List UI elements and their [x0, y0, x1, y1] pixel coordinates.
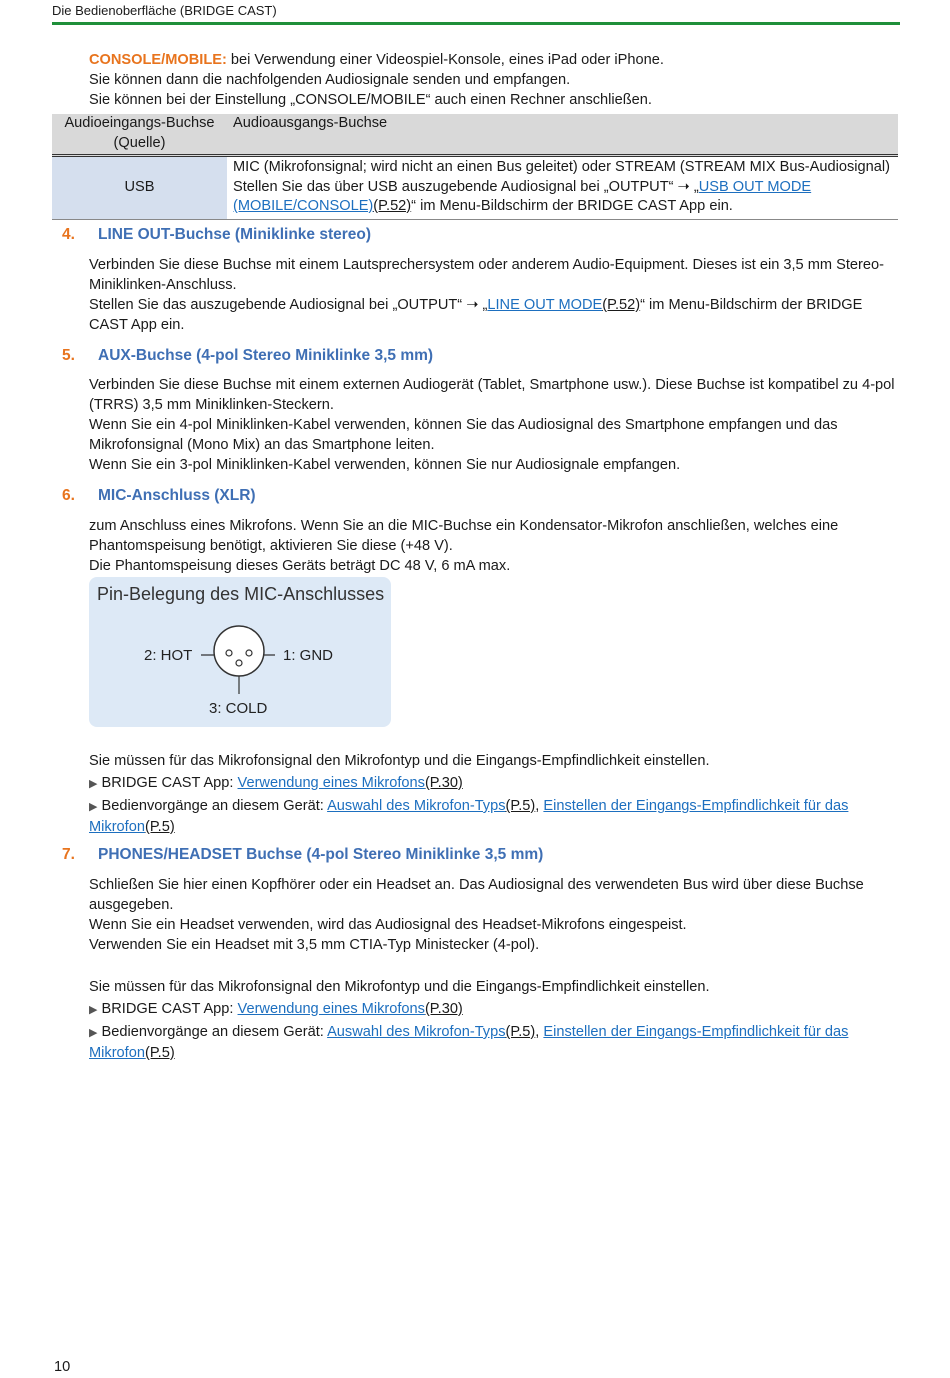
section-6-notes: Sie müssen für das Mikrofonsignal den Mikrofontyp und die Eingangs-Empfindlichkeit einstellen. ▶ BRIDGE CAST App: Verwendung eines Mikrofons(P.30) ▶ Bedienvorgänge an diesem Gerät: Auswahl des Mikrofon-Typs(P.5), Einstellen der Eingangs-Empfindlichkeit für das Mikrofon(P.5) — [89, 753, 849, 835]
page-ref[interactable]: (P.5) — [144, 1045, 175, 1061]
page-ref[interactable]: (P.30) — [424, 1001, 463, 1017]
header-title: Die Bedienoberfläche (BRIDGE CAST) — [52, 3, 277, 18]
section-5-heading: 5. AUX-Buchse (4-pol Stereo Miniklinke 3,5 mm) — [62, 347, 434, 364]
triangle-right-icon: ▶ — [89, 1004, 98, 1016]
page-ref[interactable]: (P.52) — [373, 198, 412, 214]
section-7-body: Schließen Sie hier einen Kopfhörer oder ein Headset an. Das Audiosignal des verwendeten Bus wird über diese Buchse ausgegeben. Wenn Sie ein Headset verwenden, wird das Audiosignal des Headset-Mikrofons eingespeist. Verwenden Sie ein Headset mit 3,5 mm CTIA-Typ Ministecker (4-pol). Sie müssen für das Mikrofonsignal den Mikrofontyp und die Eingangs-Empfindlichkeit einstellen. ▶ BRIDGE CAST App: Verwendung eines Mikrofons(P.30) ▶ Bedienvorgänge an diesem Gerät: Auswahl des Mikrofon-Typs(P.5), Einstellen der Eingangs-Empfindlichkeit für das Mikrofon(P.5) — [89, 877, 864, 1061]
pin-3-label: 3: COLD — [209, 700, 268, 717]
intro-line-3: Sie können bei der Einstellung „CONSOLE/MOBILE“ auch einen Rechner anschließen. — [89, 92, 652, 108]
page-number: 10 — [54, 1359, 71, 1375]
table-cell-output: MIC (Mikrofonsignal; wird nicht an einen Bus geleitet) oder STREAM (STREAM MIX Bus-Audiosignal) Stellen Sie das über USB auszugebende Audiosignal bei „OUTPUT“ ➝ „USB OUT MODE (MOBILE/CONSOLE)(P.52)“ im Menu-Bildschirm der BRIDGE CAST App ein. — [227, 156, 898, 220]
page-ref[interactable]: (P.5) — [505, 1024, 536, 1040]
intro-line-1: CONSOLE/MOBILE: bei Verwendung einer Videospiel-Konsole, eines iPad oder iPhone. — [89, 52, 664, 68]
triangle-right-icon: ▶ — [89, 1027, 98, 1039]
line-out-mode-link[interactable]: LINE OUT MODE — [487, 297, 603, 313]
mic-type-link[interactable]: Auswahl des Mikrofon-Typs — [327, 798, 506, 814]
page-ref[interactable]: (P.30) — [424, 775, 463, 791]
usb-out-mode-link[interactable]: USB OUT MODE (MOBILE/CONSOLE) — [233, 178, 812, 214]
page-ref[interactable]: (P.52) — [602, 297, 641, 313]
section-5-body: Verbinden Sie diese Buchse mit einem externen Audiogerät (Tablet, Smartphone usw.). Diese Buchse ist kompatibel zu 4-pol (TRRS) 3,5 mm Miniklinken-Steckern. Wenn Sie ein 4-pol Miniklinken-Kabel verwenden, können Sie das Audiosignal des Smartphone empfangen und das Mikrofonsignal (Mono Mix) an das Smartphone leiten. Wenn Sie ein 3-pol Miniklinken-Kabel verwenden, können Sie nur Audiosignale empfangen. — [89, 377, 895, 473]
mic-usage-link[interactable]: Verwendung eines Mikrofons — [237, 775, 425, 791]
section-4-heading: 4. LINE OUT-Buchse (Miniklinke stereo) — [62, 226, 372, 243]
table-cell-source: USB — [52, 156, 227, 220]
page-header — [52, 0, 900, 25]
triangle-right-icon: ▶ — [89, 801, 98, 813]
mic-pin-diagram — [89, 577, 391, 727]
section-6-heading: 6. MIC-Anschluss (XLR) — [62, 487, 256, 504]
section-6-body: zum Anschluss eines Mikrofons. Wenn Sie an die MIC-Buchse ein Kondensator-Mikrofon anschließen, welches eine Phantomspeisung benötigt, aktivieren Sie diese (+48 V). Die Phantomspeisung dieses Geräts beträgt DC 48 V, 6 mA max. — [89, 518, 839, 574]
page-ref[interactable]: (P.5) — [505, 798, 536, 814]
pin-2-label: 2: HOT — [144, 647, 193, 664]
triangle-right-icon: ▶ — [89, 778, 98, 790]
table-row — [52, 156, 898, 220]
input-sensitivity-link[interactable]: Einstellen der Eingangs-Empfindlichkeit für das Mikrofon — [89, 798, 849, 835]
audio-io-table — [52, 114, 898, 220]
section-4-body: Verbinden Sie diese Buchse mit einem Lautsprechersystem oder anderem Audio-Equipment. Dieses ist ein 3,5 mm Stereo-Miniklinken-Anschluss. Stellen Sie das auszugebende Audiosignal bei „OUTPUT“ ➝ „LINE OUT MODE(P.52)“ im Menu-Bildschirm der BRIDGE CAST App ein. — [89, 257, 884, 333]
diagram-title: Pin-Belegung des MIC-Anschlusses — [97, 584, 385, 604]
intro-line-2: Sie können dann die nachfolgenden Audiosignale senden und empfangen. — [89, 72, 571, 88]
table-header-input: Audioeingangs-Buchse (Quelle) — [52, 114, 227, 156]
pin-1-label: 1: GND — [283, 647, 334, 664]
table-header-output: Audioausgangs-Buchse — [227, 114, 898, 156]
section-7-heading: 7. PHONES/HEADSET Buchse (4-pol Stereo Miniklinke 3,5 mm) — [62, 846, 544, 863]
input-sensitivity-link[interactable]: Einstellen der Eingangs-Empfindlichkeit für das Mikrofon — [89, 1024, 849, 1061]
intro-label: CONSOLE/MOBILE: — [89, 52, 227, 68]
page-ref[interactable]: (P.5) — [144, 819, 175, 835]
intro-block — [89, 50, 899, 110]
mic-type-link[interactable]: Auswahl des Mikrofon-Typs — [327, 1024, 506, 1040]
mic-usage-link[interactable]: Verwendung eines Mikrofons — [237, 1001, 425, 1017]
